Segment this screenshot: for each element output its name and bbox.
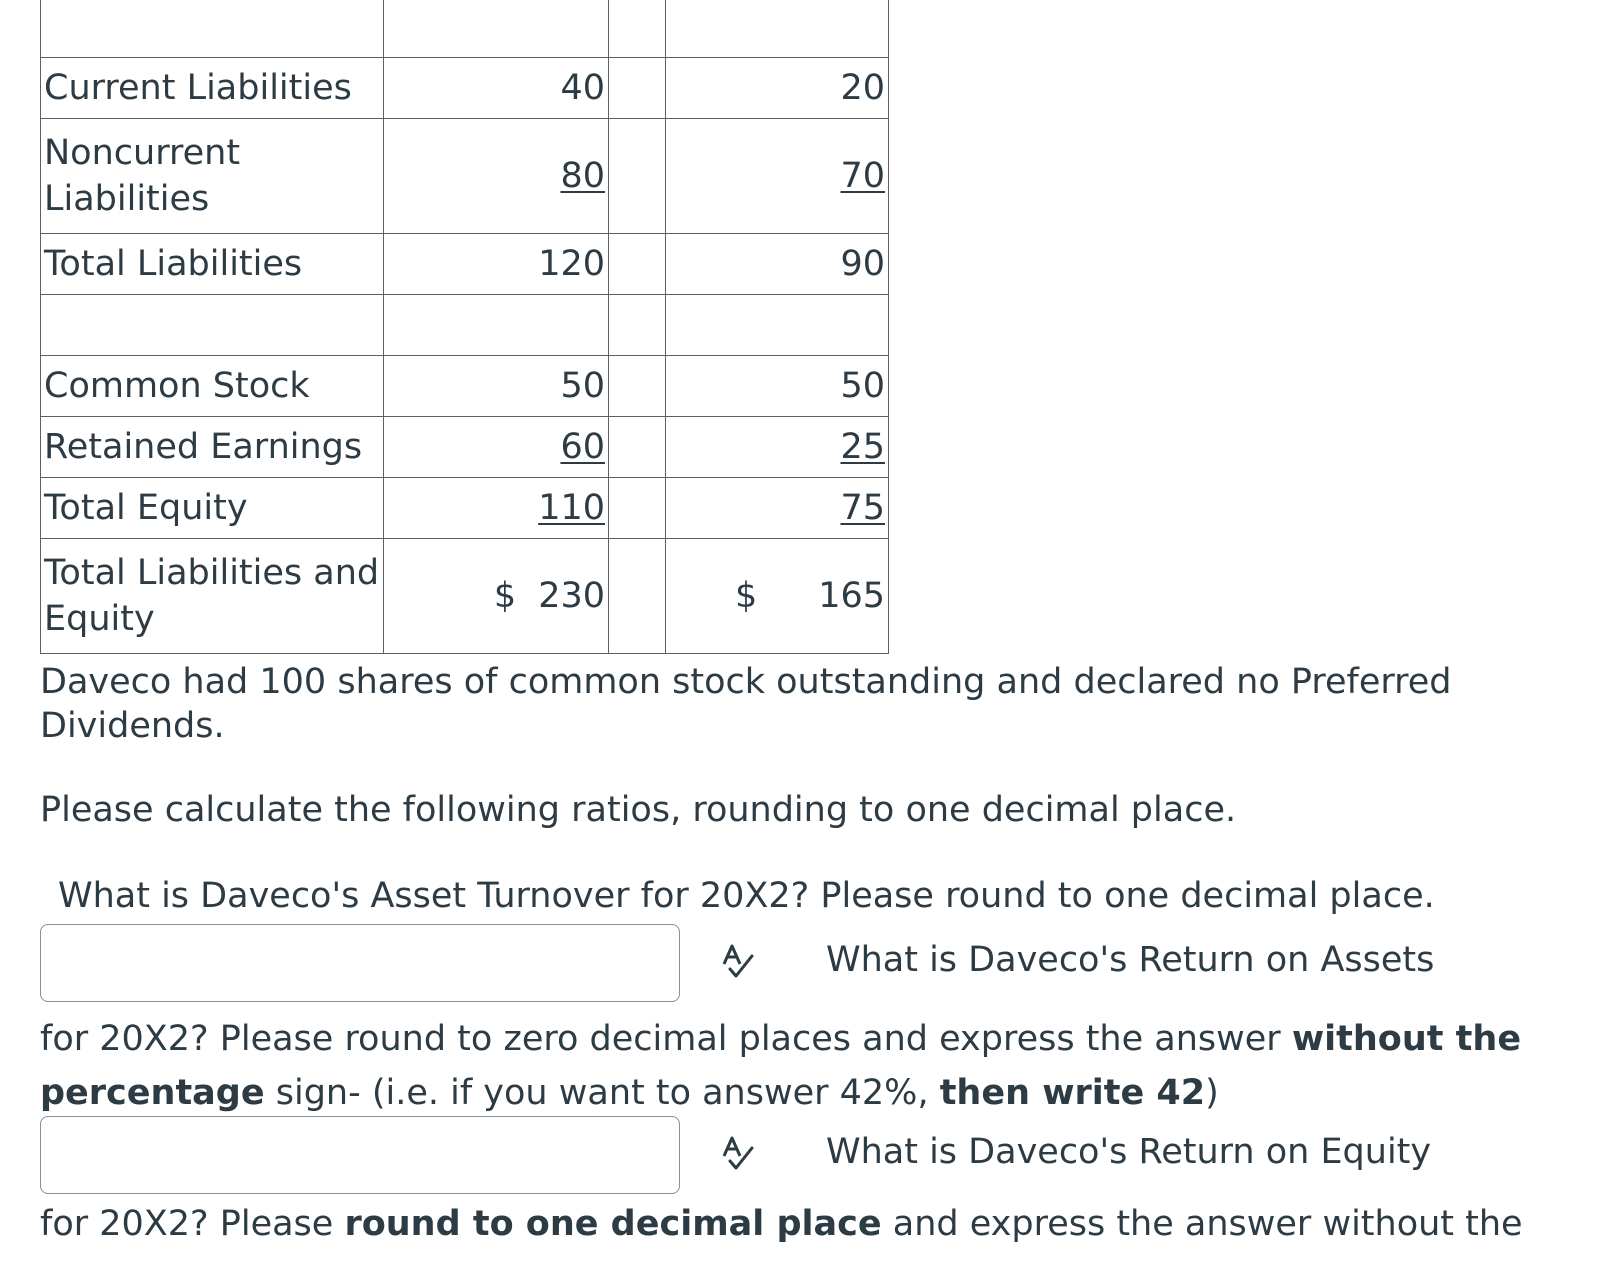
value-20x1 [666,0,889,58]
roe-line-plain-end: and express the answer without the [881,1204,1523,1244]
spacer-cell [609,58,666,119]
value-20x1: 50 [666,356,889,417]
currency-symbol: $ [735,576,758,616]
roa-line-bold: without the [1291,1019,1522,1059]
underlined-value: 25 [840,427,885,467]
underlined-value: 60 [560,427,605,467]
table-row [41,0,889,58]
underlined-value: 110 [538,488,605,528]
table-row [41,356,889,417]
value-20x2 [384,478,609,539]
question-asset-turnover: What is Daveco's Asset Turnover for 20X2? Please round to one decimal place. [58,876,1435,916]
roe-line-plain: for 20X2? Please [40,1204,345,1244]
row-label: Retained Earnings [41,417,384,478]
spellcheck-icon[interactable] [718,942,758,982]
spacer-cell [609,0,666,58]
roa-line-plain: for 20X2? Please round to zero decimal places and express the answer [40,1019,1292,1059]
table-row [41,417,889,478]
table-row [41,234,889,295]
question-roe-start: What is Daveco's Return on Equity [826,1132,1432,1172]
spacer-cell [609,234,666,295]
roa-example-plain: sign- (i.e. if you want to answer 42%, [264,1073,940,1113]
value-20x2 [384,295,609,356]
value-20x1 [666,417,889,478]
roa-example-end: ) [1205,1073,1219,1113]
row-label [41,0,384,58]
row-label: Noncurrent Liabilities [41,119,384,234]
spacer-cell [609,417,666,478]
roa-percentage-bold: percentage [40,1073,265,1113]
row-label: Common Stock [41,356,384,417]
value-20x1: 90 [666,234,889,295]
row-label: Total Equity [41,478,384,539]
question-roa-continued [40,1012,1540,1120]
table-row [41,295,889,356]
value-20x2: 40 [384,58,609,119]
question-roa-start: What is Daveco's Return on Assets [826,940,1435,980]
underlined-value: 80 [560,156,605,196]
value-20x2 [384,119,609,234]
roe-line-bold: round to one decimal place [344,1204,882,1244]
underlined-value: 75 [840,488,885,528]
row-label: Current Liabilities [41,58,384,119]
spacer-cell [609,295,666,356]
table-row [41,119,889,234]
spellcheck-icon[interactable] [718,1134,758,1174]
value-20x2 [384,417,609,478]
value-20x1 [666,295,889,356]
roa-input[interactable] [40,1116,680,1194]
shares-note: Daveco had 100 shares of common stock outstanding and declared no Preferred Dividends. [40,662,1452,746]
value-20x1 [666,119,889,234]
table-row [41,58,889,119]
row-label: Total Liabilities [41,234,384,295]
value-20x2: 50 [384,356,609,417]
row-label [41,295,384,356]
asset-turnover-input[interactable] [40,924,680,1002]
value-20x1 [666,539,889,654]
spacer-cell [609,356,666,417]
value-20x2 [384,539,609,654]
spacer-cell [609,478,666,539]
table-row [41,539,889,654]
currency-symbol: $ [493,576,517,616]
total-value: 165 [818,576,885,616]
table-row [41,478,889,539]
value-20x1 [666,478,889,539]
value-20x2 [384,0,609,58]
instruction-text: Please calculate the following ratios, rounding to one decimal place. [40,790,1237,830]
value-20x2: 120 [384,234,609,295]
total-value: 230 [538,576,605,616]
spacer-cell [609,539,666,654]
roa-example-bold: then write 42 [939,1073,1206,1113]
value-20x1: 20 [666,58,889,119]
row-label: Total Liabilities and Equity [41,539,384,654]
question-roe-continued [40,1202,1540,1246]
spacer-cell [609,119,666,234]
balance-sheet-table [40,0,889,654]
underlined-value: 70 [840,156,885,196]
